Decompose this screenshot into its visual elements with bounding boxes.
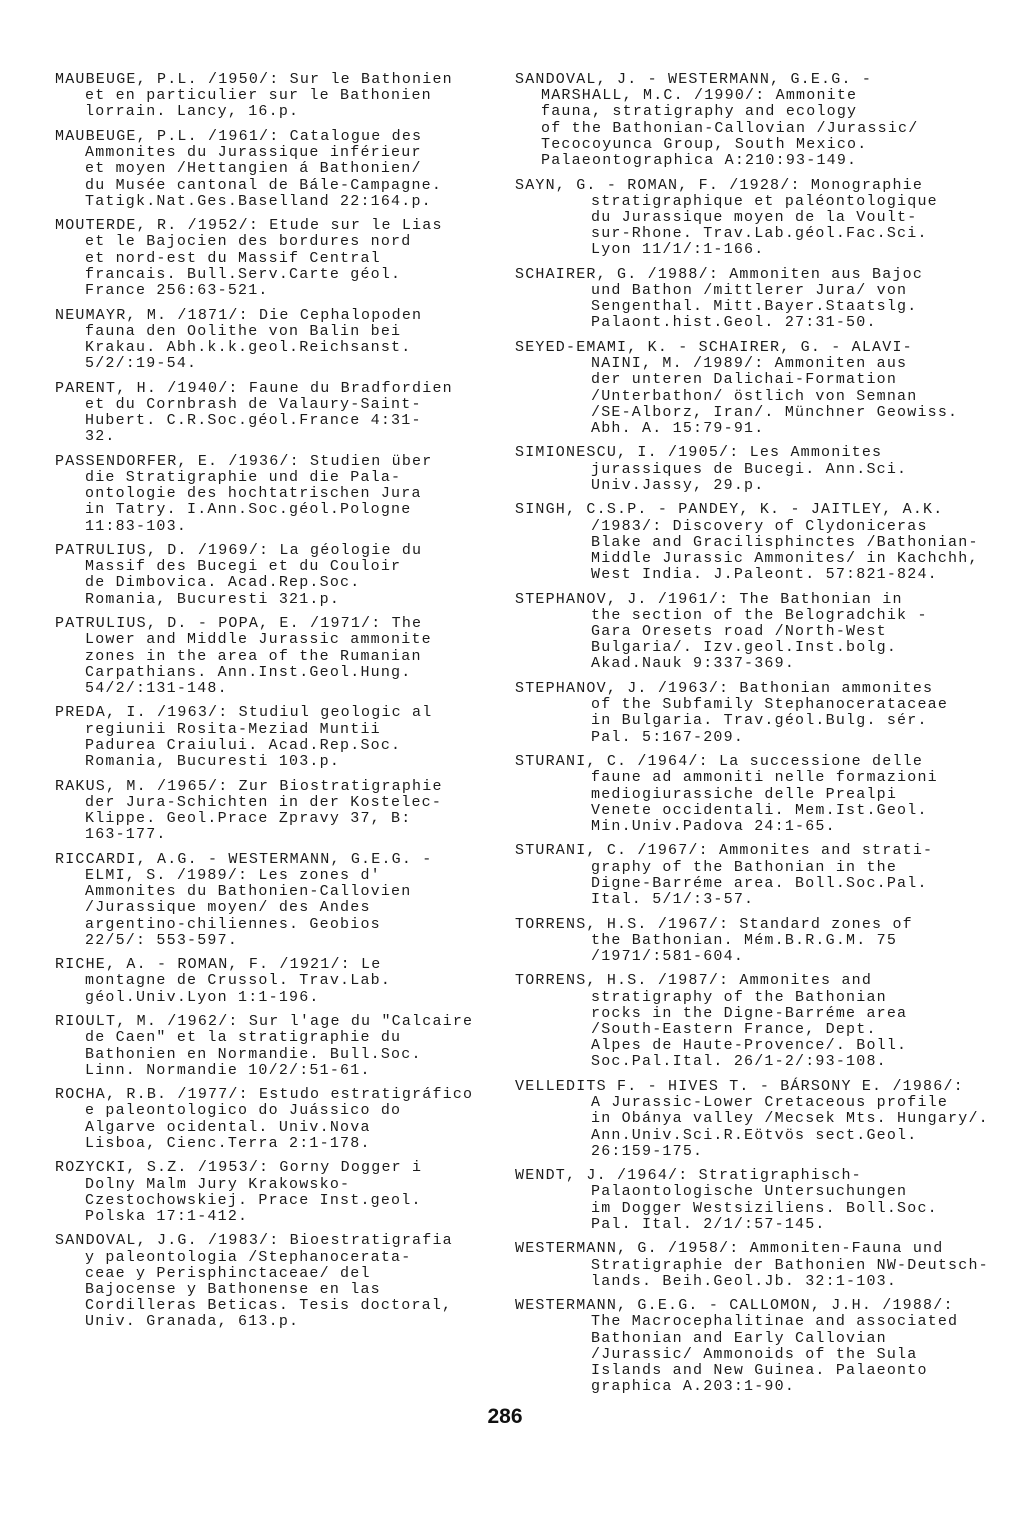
reference-entry: SIMIONESCU, I. /1905/: Les Ammonites jurassiques de Bucegi. Ann.Sci. Univ.Jassy, 29.p.	[515, 444, 908, 494]
reference-entry: NEUMAYR, M. /1871/: Die Cephalopoden fauna den Oolithe von Balin bei Krakau. Abh.k.k.geol.Reichsanst. 5/2/:19-54.	[55, 306, 423, 373]
page-number: 286	[487, 1405, 523, 1428]
reference-entry: MAUBEUGE, P.L. /1961/: Catalogue des Ammonites du Jurassique inférieur et moyen /Hettangien á Bathonien/ du Musée cantonal de Bále-Campagne. Tatigk.Nat.Ges.Baselland 22:164.p.	[55, 127, 443, 210]
reference-entry: ROCHA, R.B. /1977/: Estudo estratigráfico e paleontologico do Juássico do Algarve ocidental. Univ.Nova Lisboa, Cienc.Terra 2:1-178.	[55, 1086, 474, 1152]
reference-entry: PASSENDORFER, E. /1936/: Studien über die Stratigraphie und die Pala- ontologie des hochtatrischen Jura in Tatry. I.Ann.Soc.géol.Pologne 11:83-103.	[55, 452, 433, 535]
reference-entry: SINGH, C.S.P. - PANDEY, K. - JAITLEY, A.K. /1983/: Discovery of Clydoniceras Blake and Gracilisphinctes /Bathonian- Middle Jurassic Ammonites/ in Kachchh, West India. J.Paleont. 57:821-824.	[515, 501, 979, 584]
reference-entry: MAUBEUGE, P.L. /1950/: Sur le Bathonien et en particulier sur le Bathonien lorrain. Lancy, 16.p.	[55, 71, 453, 121]
reference-entry: PATRULIUS, D. - POPA, E. /1971/: The Lower and Middle Jurassic ammonite zones in the area of the Rumanian Carpathians. Ann.Inst.Geol.Hung. 54/2/:131-148.	[55, 615, 432, 697]
reference-entry: PATRULIUS, D. /1969/: La géologie du Massif des Bucegi et du Couloir de Dimbovica. Acad.Rep.Soc. Romania, Bucuresti 321.p.	[55, 542, 423, 608]
reference-entry: RICCARDI, A.G. - WESTERMANN, G.E.G. - ELMI, S. /1989/: Les zones d' Ammonites du Bathonien-Callovien /Jurassique moyen/ des Andes argentino-chiliennes. Geobios 22/5/: 553-597.	[55, 850, 433, 949]
reference-entry: SAYN, G. - ROMAN, F. /1928/: Monographie stratigraphique et paléontologique du Jurassique moyen de la Voult- sur-Rhone. Trav.Lab.géol.Fac.Sci. Lyon 11/1/:1-166.	[515, 176, 938, 259]
reference-entry: TORRENS, H.S. /1967/: Standard zones of the Bathonian. Mém.B.R.G.M. 75 /1971/:581-604.	[515, 915, 913, 965]
reference-entry: WESTERMANN, G. /1958/: Ammoniten-Fauna und Stratigraphie der Bathonien NW-Deutsch- lands. Beih.Geol.Jb. 32:1-103.	[515, 1240, 989, 1290]
reference-entry: STEPHANOV, J. /1961/: The Bathonian in the section of the Belogradchik - Gara Oresets road /North-West Bulgaria/. Izv.geol.Inst.bolg. Akad.Nauk 9:337-369.	[515, 590, 928, 673]
reference-entry: RIOULT, M. /1962/: Sur l'age du "Calcaire de Caen" et la stratigraphie du Bathonien en Normandie. Bull.Soc. Linn. Normandie 10/2/:51-61.	[55, 1013, 474, 1079]
reference-entry: RAKUS, M. /1965/: Zur Biostratigraphie der Jura-Schichten in der Kostelec- Klippe. Geol.Prace Zpravy 37, B: 163-177.	[55, 777, 443, 844]
reference-entry: WESTERMANN, G.E.G. - CALLOMON, J.H. /1988/: The Macrocephalitinae and associated Bathonian and Early Callovian /Jurassic/ Ammonoids of the Sula Islands and New Guinea. Palaeonto graphica A.203:1-90.	[515, 1297, 959, 1396]
reference-entry: MOUTERDE, R. /1952/: Etude sur le Lias et le Bajocien des bordures nord et nord-est du Massif Central francais. Bull.Serv.Carte géol. France 256:63-521.	[55, 217, 443, 300]
reference-entry: STEPHANOV, J. /1963/: Bathonian ammonites of the Subfamily Stephanocerataceae in Bulgaria. Trav.géol.Bulg. sér. Pal. 5:167-209.	[515, 679, 949, 746]
reference-entry: RICHE, A. - ROMAN, F. /1921/: Le montagne de Crussol. Trav.Lab. géol.Univ.Lyon 1:1-196.	[55, 956, 392, 1006]
reference-entry: PREDA, I. /1963/: Studiul geologic al regiunii Rosita-Meziad Muntii Padurea Craiului. Acad.Rep.Soc. Romania, Bucuresti 103.p.	[55, 704, 433, 771]
reference-column-right	[515, 72, 1015, 1404]
reference-entry: STURANI, C. /1964/: La successione delle faune ad ammoniti nelle formazioni mediogiurassiche delle Prealpi Venete occidentali. Mem.Ist.Geol. Min.Univ.Padova 24:1-65.	[515, 753, 938, 835]
reference-entry: TORRENS, H.S. /1987/: Ammonites and stratigraphy of the Bathonian rocks in the Digne-Barréme area /South-Eastern France, Dept. Alpes de Haute-Provence/. Boll. Soc.Pal.Ital. 26/1-2/:93-108.	[515, 972, 908, 1071]
reference-entry: PARENT, H. /1940/: Faune du Bradfordien et du Cornbrash de Valaury-Saint- Hubert. C.R.Soc.géol.France 4:31- 32.	[55, 379, 453, 446]
reference-entry: SEYED-EMAMI, K. - SCHAIRER, G. - ALAVI- NAINI, M. /1989/: Ammoniten aus der unteren Dalichai-Formation /Unterbathon/ östlich von Semnan /SE-Alborz, Iran/. Münchner Geowiss. Abh. A. 15:79-91.	[515, 338, 959, 437]
reference-entry: SANDOVAL, J. - WESTERMANN, G.E.G. - MARSHALL, M.C. /1990/: Ammonite fauna, stratigraphy and ecology of the Bathonian-Callovian /Jurassic/ Tecocoyunca Group, South Mexico. Palaeontographica A:210:93-149.	[515, 71, 919, 170]
reference-entry: WENDT, J. /1964/: Stratigraphisch- Palaontologische Untersuchungen im Dogger Westsiziliens. Boll.Soc. Pal. Ital. 2/1/:57-145.	[515, 1167, 938, 1233]
reference-entry: SCHAIRER, G. /1988/: Ammoniten aus Bajoc und Bathon /mittlerer Jura/ von Sengenthal. Mitt.Bayer.Staatslg. Palaont.hist.Geol. 27:31-50.	[515, 265, 924, 332]
reference-entry: VELLEDITS F. - HIVES T. - BÁRSONY E. /1986/: A Jurassic-Lower Cretaceous profile in Obánya valley /Mecsek Mts. Hungary/. Ann.Univ.Sci.R.Eötvös sect.Geol. 26:159-175.	[515, 1077, 989, 1160]
reference-entry: SANDOVAL, J.G. /1983/: Bioestratigrafia y paleontologia /Stephanocerata- ceae y Perisphinctaceae/ del Bajocense y Bathonense en las Cordilleras Beticas. Tesis doctoral, Univ. Granada, 613.p.	[55, 1232, 453, 1331]
reference-entry: ROZYCKI, S.Z. /1953/: Gorny Dogger i Dolny Malm Jury Krakowsko- Czestochowskiej. Prace Inst.geol. Polska 17:1-412.	[55, 1159, 423, 1225]
reference-column-left	[55, 72, 510, 1339]
reference-entry: STURANI, C. /1967/: Ammonites and strati- graphy of the Bathonian in the Digne-Barréme area. Boll.Soc.Pal. Ital. 5/1/:3-57.	[515, 842, 934, 909]
